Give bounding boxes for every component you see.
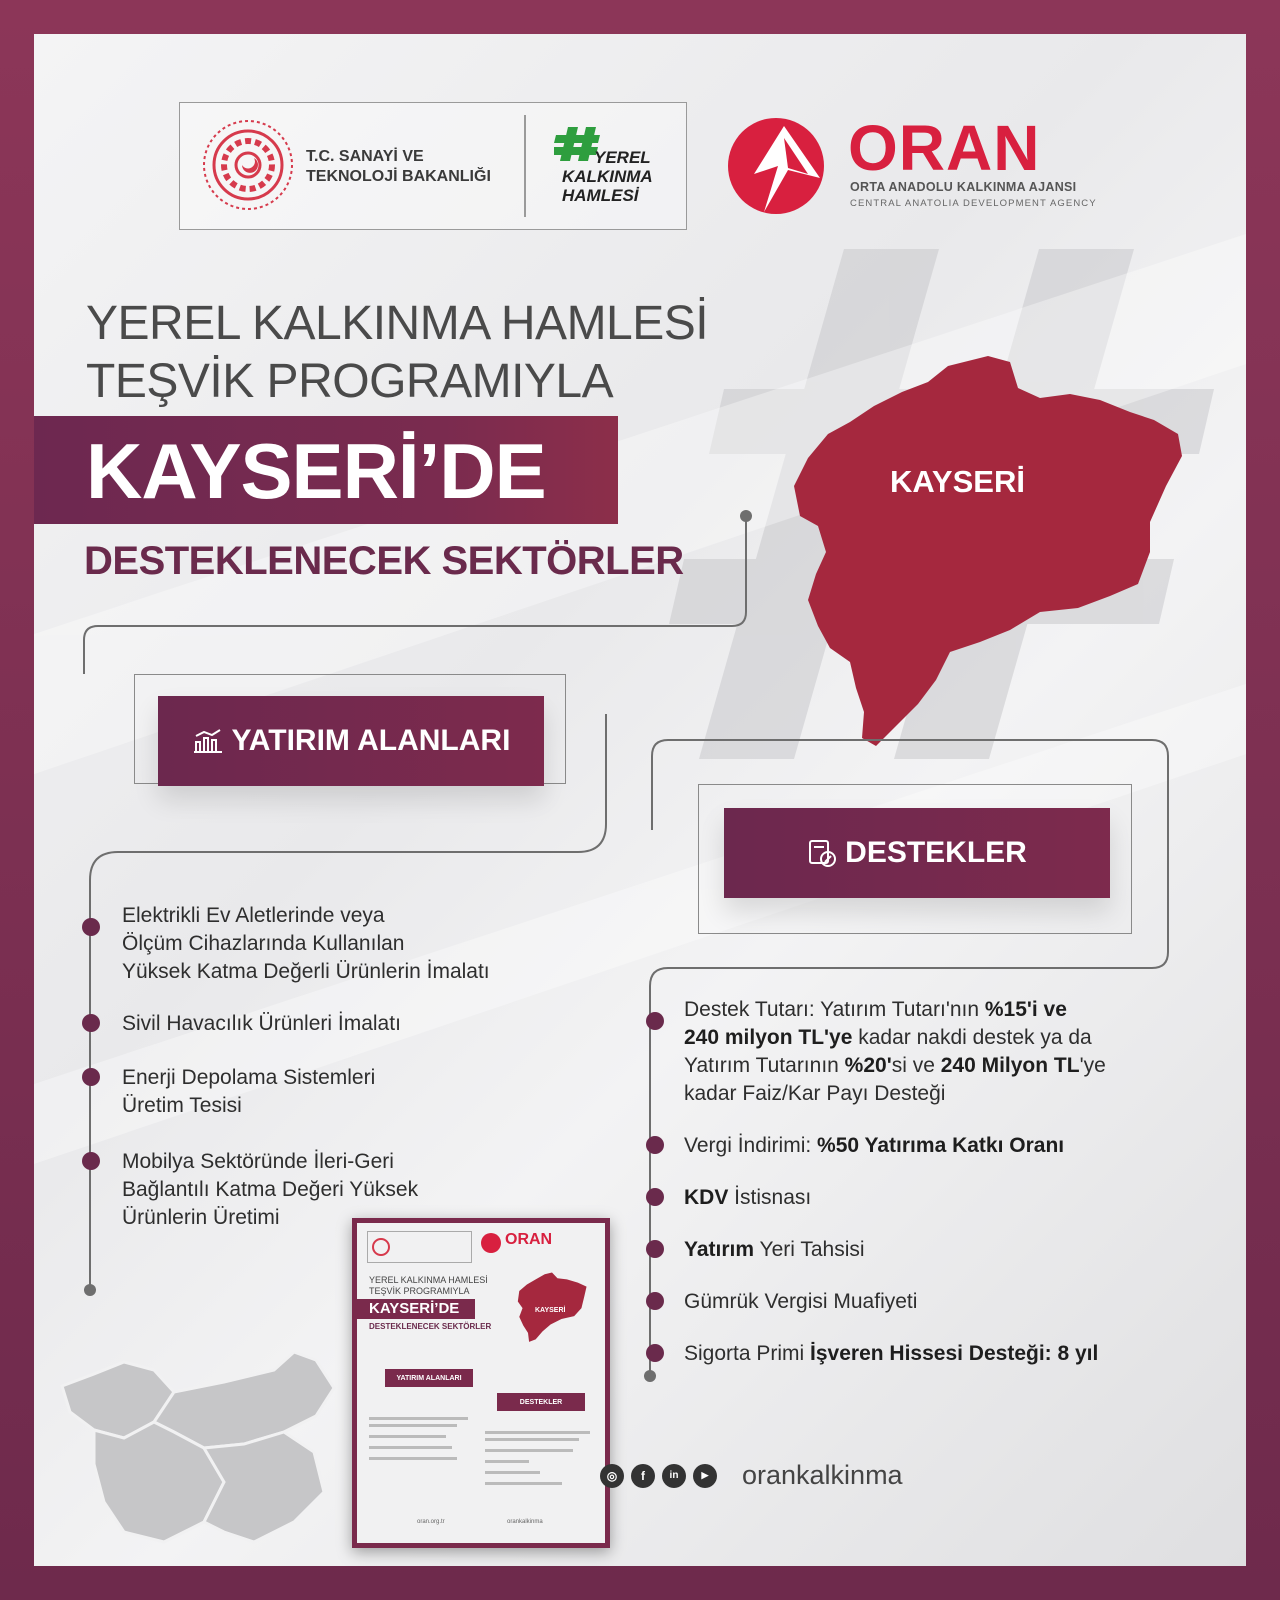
supports-heading: DESTEKLER: [845, 836, 1027, 869]
title-line-3: DESTEKLENECEK SEKTÖRLER: [84, 539, 684, 583]
investment-list: [88, 902, 608, 1248]
thumb-footer-site: oran.org.tr: [417, 1519, 445, 1525]
content-panel: [34, 34, 1246, 1566]
thumb-highlight: KAYSERİ’DE: [369, 1300, 460, 1317]
bullet: [646, 1188, 664, 1206]
bullet: [82, 918, 100, 936]
bullet: [646, 1292, 664, 1310]
thumb-title-1: YEREL KALKINMA HAMLESİ: [369, 1275, 488, 1285]
bullet: [646, 1136, 664, 1154]
infographic-thumbnail: [352, 1218, 610, 1548]
bullet: [646, 1012, 664, 1030]
thumb-title-3: DESTEKLENECEK SEKTÖRLER: [369, 1322, 492, 1331]
list-item: Sigorta Primi İşveren Hissesi Desteği: 8 yıl: [652, 1340, 1232, 1392]
supports-header: [724, 808, 1110, 898]
title-highlight: KAYSERİ’DE: [86, 427, 546, 515]
list-item: Sivil Havacılık Ürünleri İmalatı: [88, 1010, 608, 1064]
thumb-investment-lines: [369, 1413, 479, 1464]
chart-icon: [192, 728, 224, 754]
bullet: [82, 1014, 100, 1032]
thumb-supports-heading: DESTEKLER: [497, 1393, 585, 1411]
thumb-ministry-logo: [367, 1231, 472, 1263]
investment-header: [158, 696, 544, 786]
agency-name: ORAN: [848, 112, 1041, 184]
thumb-map-label: KAYSERİ: [535, 1307, 566, 1314]
agency-subtitle-english: CENTRAL ANATOLIA DEVELOPMENT AGENCY: [850, 198, 1097, 209]
region-map-shape: [54, 1352, 354, 1562]
title-line-2: TEŞVİK PROGRAMIYLA: [86, 355, 614, 408]
instagram-icon[interactable]: ◎: [600, 1464, 624, 1488]
list-item: Yatırım Yeri Tahsisi: [652, 1236, 1232, 1288]
ykh-logo-line: KALKINMA: [562, 167, 653, 186]
list-item: Gümrük Vergisi Muafiyeti: [652, 1288, 1232, 1340]
ykh-logo-line: HAMLESİ: [562, 186, 639, 205]
list-item: KDV İstisnası: [652, 1184, 1232, 1236]
social-links: [600, 1460, 903, 1491]
thumb-title-2: TEŞVİK PROGRAMIYLA: [369, 1286, 470, 1296]
thumb-investment-heading: YATIRIM ALANLARI: [385, 1369, 473, 1387]
bullet: [646, 1240, 664, 1258]
linkedin-icon[interactable]: in: [662, 1464, 686, 1488]
bullet: [646, 1344, 664, 1362]
bullet: [82, 1152, 100, 1170]
list-item: Destek Tutarı: Yatırım Tutarı'nın %15'i ve 240 milyon TL'ye kadar nakdi destek ya da Yatırım Tutarının %20'si ve 240 Milyon TL'ye kadar Faiz/Kar Payı Desteği: [652, 996, 1232, 1132]
title-line-1: YEREL KALKINMA HAMLESİ: [86, 297, 709, 350]
percent-calculator-icon: [807, 838, 837, 868]
list-item: Vergi İndirimi: %50 Yatırıma Katkı Oranı: [652, 1132, 1232, 1184]
thumb-agency-name: ORAN: [505, 1231, 553, 1248]
ministry-name: T.C. SANAYİ VE TEKNOLOJİ BAKANLIĞI: [306, 148, 491, 185]
ykh-logo-line: YEREL: [594, 148, 651, 167]
facebook-icon[interactable]: f: [631, 1464, 655, 1488]
map-label: KAYSERİ: [890, 464, 1025, 499]
bullet: [82, 1068, 100, 1086]
supports-list: [652, 996, 1232, 1392]
thumb-oran-emblem: [481, 1233, 501, 1253]
list-item: Enerji Depolama Sistemleri Üretim Tesisi: [88, 1064, 608, 1148]
youtube-icon[interactable]: ▶: [693, 1464, 717, 1488]
list-item: Mobilya Sektöründe İleri-Geri Bağlantılı Katma Değeri Yüksek Ürünlerin Üretimi: [88, 1148, 608, 1248]
investment-heading: YATIRIM ALANLARI: [231, 724, 511, 757]
thumb-footer-handle: orankalkinma: [507, 1519, 543, 1525]
agency-subtitle: ORTA ANADOLU KALKINMA AJANSI: [850, 180, 1077, 194]
social-handle[interactable]: orankalkinma: [742, 1460, 903, 1490]
thumb-supports-lines: [485, 1427, 595, 1489]
list-item: Elektrikli Ev Aletlerinde veya Ölçüm Cihazlarında Kullanılan Yüksek Katma Değerli Ürünlerin İmalatı: [88, 902, 608, 1010]
